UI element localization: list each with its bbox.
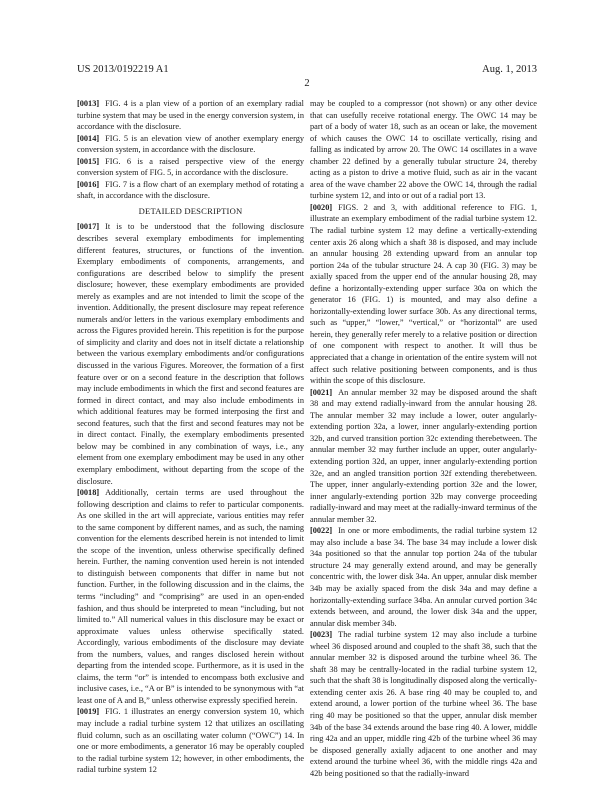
- paragraph-number: [0023]: [310, 630, 333, 640]
- paragraph-0018: [77, 487, 304, 706]
- paragraph-number: [0022]: [310, 526, 333, 536]
- paragraph-text: Additionally, certain terms are used throughout the following description and claims to refer to particular components. As one skilled in the art will appreciate, various entities may refer to the same component by different names, and as such, the naming convention for the elements described herein is not intended to limit the scope of the invention, unless otherwise specifically defined herein. Further, the naming convention used herein is not intended to distinguish between components that differ in name but not function. Further, in the following discussion and in the claims, the terms “including” and “comprising” are used in an open-ended fashion, and thus should be interpreted to mean “including, but not limited to.” All numerical values in this disclosure may be exact or approximate values unless otherwise specifically stated. Accordingly, various embodiments of the disclosure may deviate from the numbers, values, and ranges disclosed herein without departing from the intended scope. Furthermore, as it is used in the claims, the term “or” is intended to encompass both exclusive and inclusive cases, i.e., “A or B” is intended to be synonymous with “at least one of A and B,” unless otherwise expressly specified herein.: [77, 488, 304, 705]
- paragraph-0019-continued: may be coupled to a compressor (not shown) or any other device that can usefully receive rotational energy. The OWC 14 may be part of a body of water 18, such as an ocean or lake, the movement of which causes the OWC 14 to oscillate vertically, rising and falling as indicated by arrow 20. The OWC 14 oscillates in a wave chamber 22 defined by a generally tubular structure 24, thereby acting as a piston to drive a motive fluid, such as air in the vacant area of the wave chamber 22 above the OWC 14, through the radial turbine system 12, and into or out of a radial port 13.: [310, 99, 537, 201]
- paragraph-0014: [77, 133, 304, 156]
- paragraph-0015: [77, 156, 304, 179]
- paragraph-number: [0014]: [77, 133, 100, 143]
- paragraph-0022: [310, 525, 537, 629]
- paragraph-number: [0015]: [77, 156, 100, 166]
- paragraph-text: FIG. 7 is a flow chart of an exemplary method of rotating a shaft, in accordance with the disclosure.: [77, 179, 304, 201]
- paragraph-text: FIG. 4 is a plan view of a portion of an exemplary radial turbine system that may be used in the energy conversion system, in accordance with the disclosure.: [77, 99, 304, 132]
- paragraph-number: [0018]: [77, 488, 100, 498]
- paragraph-0016: [77, 179, 304, 202]
- publication-date: Aug. 1, 2013: [482, 64, 537, 75]
- paragraph-text: It is to be understood that the following disclosure describes several exemplary embodiments for implementing different features, structures, or functions of the invention. Exemplary embodiments of components, arrangements, and configurations are described below to simplify the present disclosure; however, these exemplary embodiments are provided merely as examples and are not intended to limit the scope of the invention. Additionally, the present disclosure may repeat reference numerals and/or letters in the various exemplary embodiments and across the Figures provided herein. This repetition is for the purpose of simplicity and clarity and does not in itself dictate a relationship between the various exemplary embodiments and/or configurations discussed in the various Figures. Moreover, the formation of a first feature over or on a second feature in the description that follows may include embodiments in which the first and second features are formed in direct contact, and may also include embodiments in which additional features may be formed interposing the first and second features, such that the first and second features may not be in direct contact. Finally, the exemplary embodiments presented below may be combined in any combination of ways, i.e., any element from one exemplary embodiment may be used in any other exemplary embodiment, without departing from the scope of the disclosure.: [77, 222, 304, 486]
- paragraph-0021: [310, 387, 537, 526]
- paragraph-text: An annular member 32 may be disposed around the shaft 38 and may extend radially-inward from the annular housing 28. The annular member 32 may include a lower, outer angularly-extending portion 32a, a lower, inner angularly-extending portion 32b, and curved transition portion 32c extending therebetween. The annular member 32 may further include an upper, outer angularly-extending portion 32d, an upper, inner angularly-extending portion 32e, and an angled transition portion 32f extending therebetween. The upper, inner angularly-extending portion 32e and the lower, inner angularly-extending portion 32b may converge proceeding radially-inward and may meet at the radially-inward terminus of the annular member 32.: [310, 387, 537, 524]
- paragraph-0023: [310, 629, 537, 779]
- paragraph-text: The radial turbine system 12 may also include a turbine wheel 36 disposed around and coupled to the shaft 38, such that the annular member 32 is disposed around the turbine wheel 36. The shaft 38 may be centrally-located in the radial turbine system 12, such that the shaft 38 is longitudinally disposed along the vertically-extending center axis 26. A base ring 40 may be coupled to, and extend around, a lower portion of the turbine wheel 36. The base ring 40 may be positioned so that the upper, annular disk member 34b of the base 34 extends around the base ring 40. A lower, middle ring 42a and an upper, middle ring 42b of the turbine wheel 36 may be disposed generally axially adjacent to one another and may extend around the turbine wheel 36, with the middle rings 42a and 42b being positioned so that the radially-inward: [310, 630, 537, 778]
- paragraph-number: [0019]: [77, 707, 100, 717]
- paragraph-text: FIG. 1 illustrates an energy conversion system 10, which may include a radial turbine system 12 that utilizes an oscillating fluid column, such as an oscillating water column (“OWC”) 14. In one or more embodiments, a generator 16 may be operably coupled to the radial turbine system 12; however, in other embodiments, the radial turbine system 12: [77, 707, 304, 775]
- paragraph-number: [0013]: [77, 99, 100, 108]
- paragraph-number: [0020]: [310, 202, 333, 212]
- paragraph-0017: [77, 221, 304, 487]
- left-column: [77, 98, 304, 776]
- paragraph-number: [0017]: [77, 222, 100, 232]
- paragraph-0013: [77, 98, 304, 133]
- page-number: 2: [304, 78, 310, 89]
- paragraph-text: FIG. 5 is an elevation view of another exemplary energy conversion system, in accordance with the disclosure.: [77, 133, 304, 155]
- paragraph-0020: [310, 202, 537, 387]
- publication-number: US 2013/0192219 A1: [77, 64, 169, 75]
- paragraph-0019: [77, 706, 304, 775]
- paragraph-text: FIG. 6 is a raised perspective view of the energy conversion system of FIG. 5, in accordance with the disclosure.: [77, 156, 304, 178]
- paragraph-number: [0021]: [310, 387, 333, 397]
- paragraph-text: FIGS. 2 and 3, with additional reference to FIG. 1, illustrate an exemplary embodiment of the radial turbine system 12. The radial turbine system 12 may define a vertically-extending center axis 26 along which a shaft 38 is disposed, and may include an annular housing 28 extending upward from an annular top portion 24a of the tubular structure 24. A cap 30 (FIG. 3) may be axially spaced from the upper end of the annular housing 28, may define a horizontally-extending upper surface 30a on which the generator 16 (FIG. 1) is mounted, and may also define a horizontally-extending lower surface 30b. As any directional terms, such as “upper,” “lower,” “vertical,” or “horizontal” are used herein, they generally refer merely to a relative position or direction of one component with respect to another. It will thus be appreciated that a change in orientation of the entire system will not affect such relative positioning between components, and is thus within the scope of this disclosure.: [310, 202, 537, 386]
- section-heading: DETAILED DESCRIPTION: [138, 205, 243, 216]
- right-column: [310, 98, 537, 779]
- paragraph-number: [0016]: [77, 179, 100, 189]
- paragraph-text: In one or more embodiments, the radial turbine system 12 may also include a base 34. The base 34 may include a lower disk 34a positioned so that the annular top portion 24a of the tubular structure 24 may generally extend around, and may be generally concentric with, the lower disk 34a. An upper, annular disk member 34b may be axially spaced from the disk 34a and may define a horizontally-extending surface 34ba. An annular curved portion 34c extends between, and around, the lower disk 34a and the upper, annular disk member 34b.: [310, 526, 537, 628]
